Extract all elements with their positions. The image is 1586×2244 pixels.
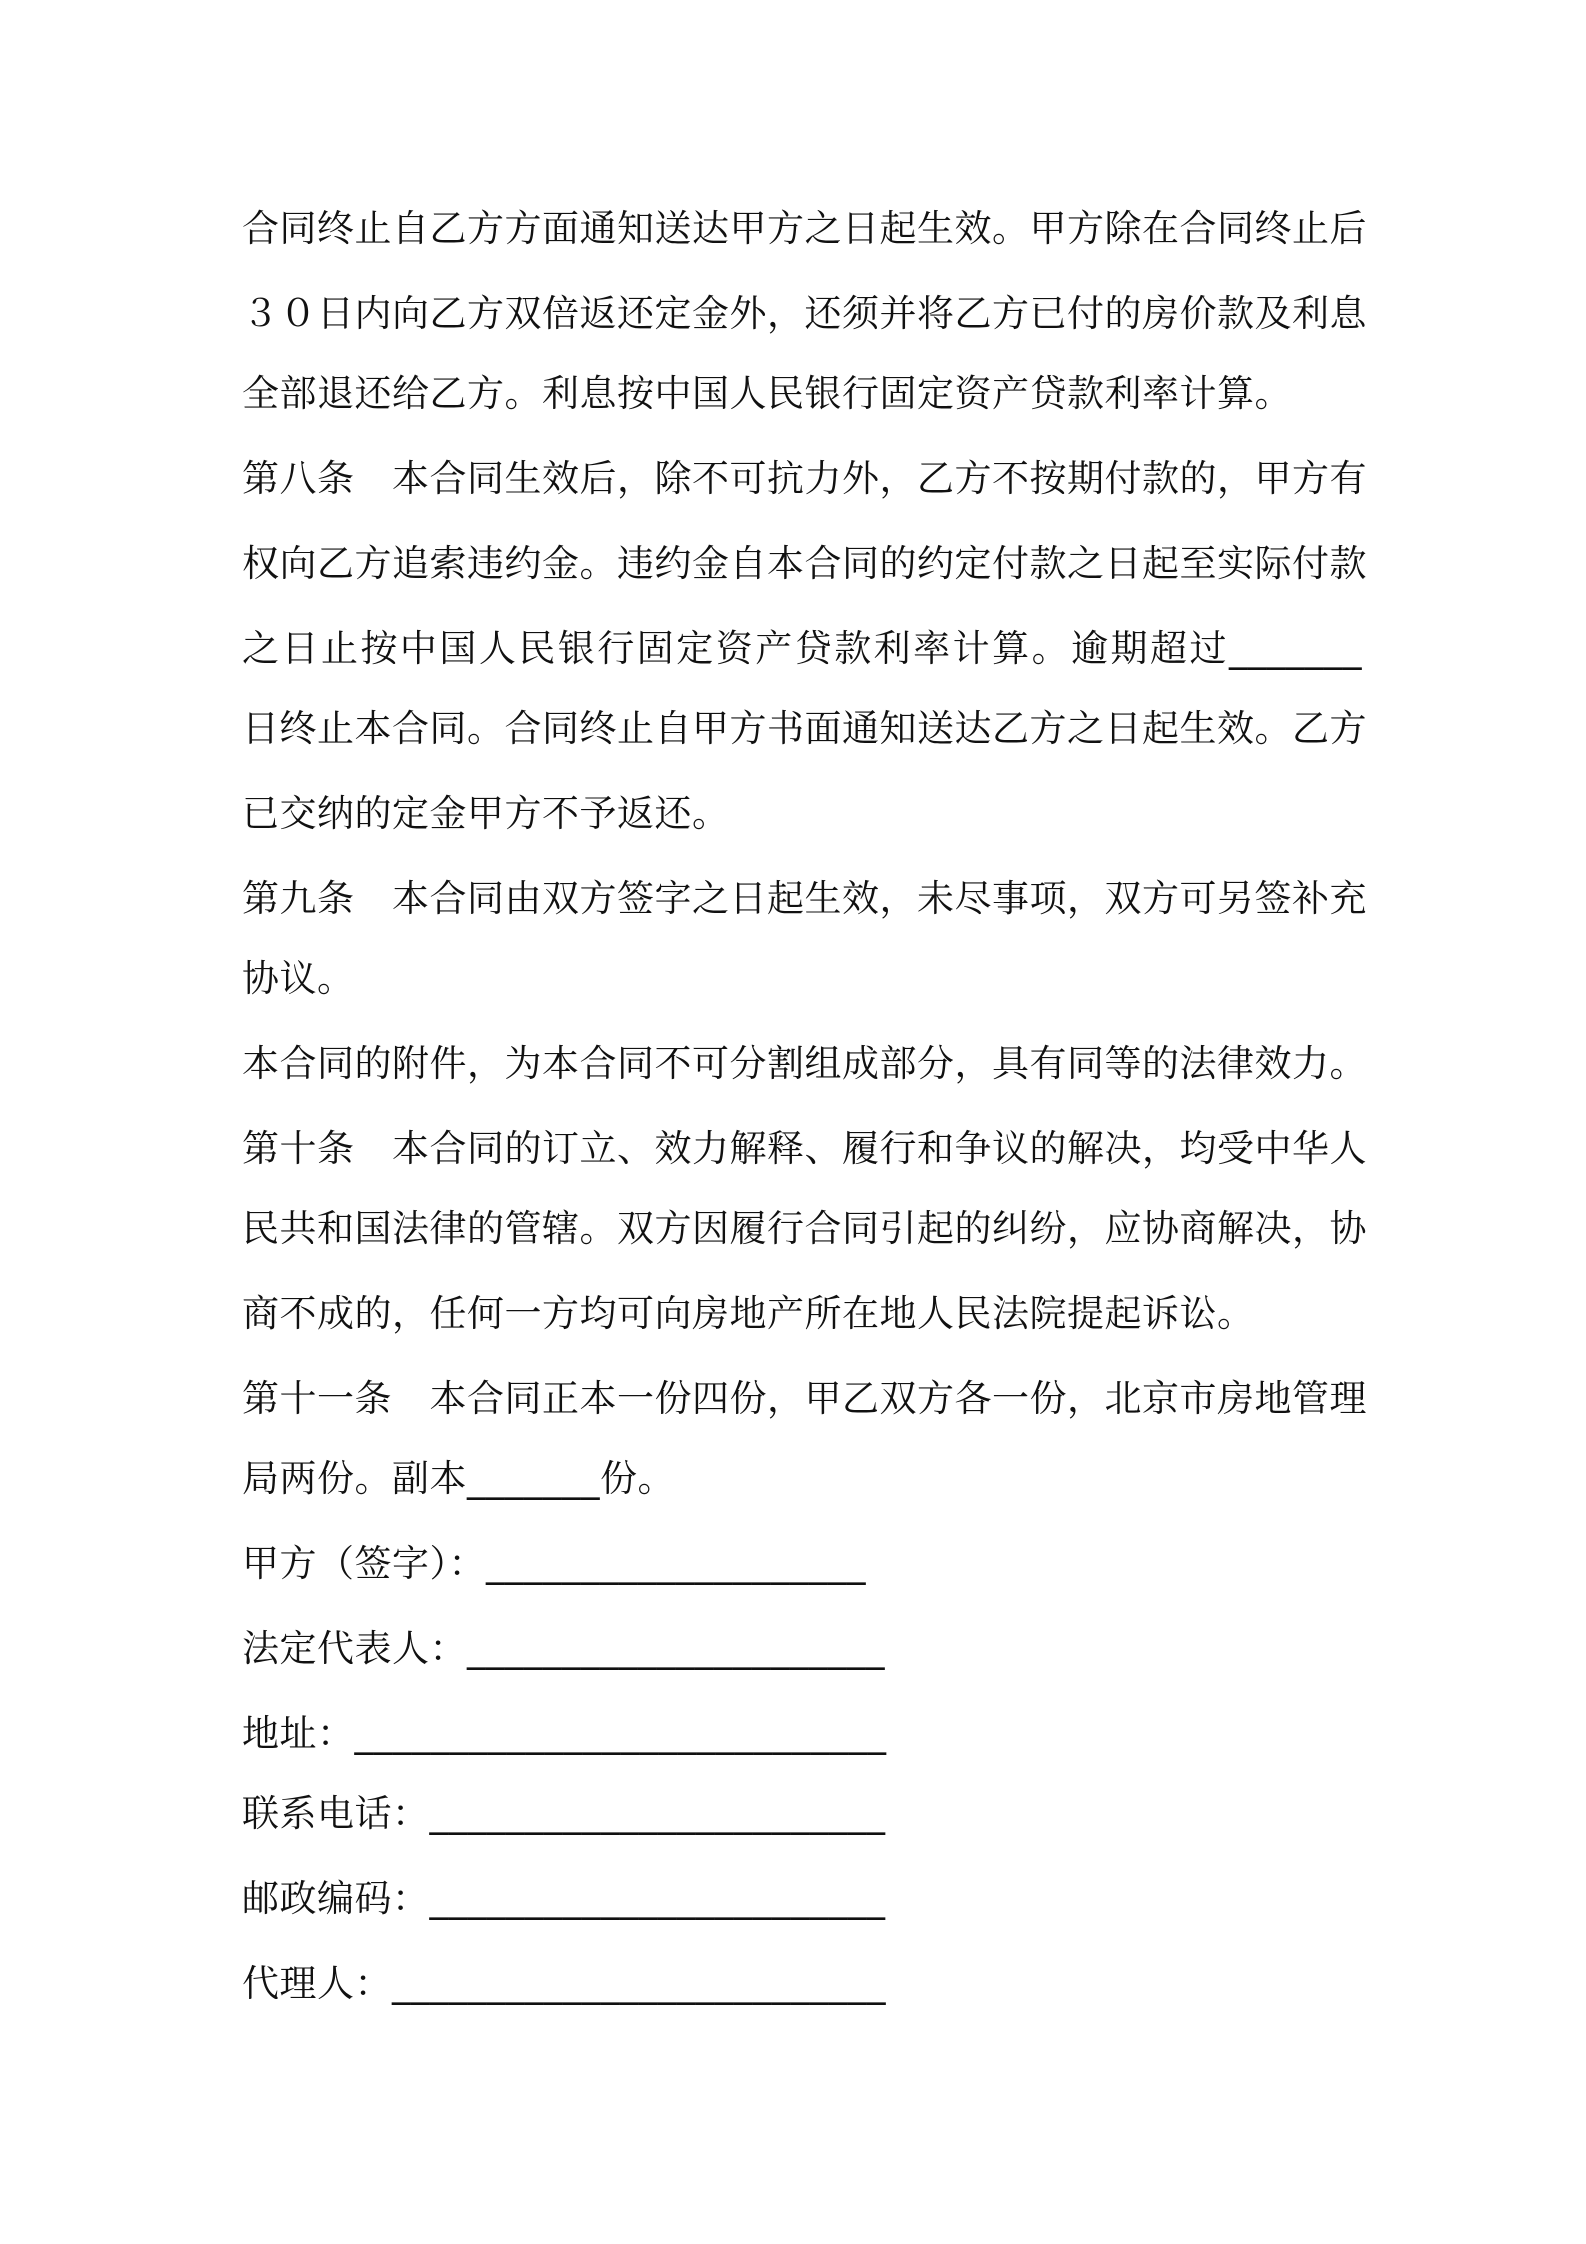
article-11-heading-line: 第十一条 本合同正本一份四份，甲乙双方各一份，北京市房地管理 xyxy=(242,1377,1367,1420)
text-line: 权向乙方追索违约金。违约金自本合同的约定付款之日起至实际付款 xyxy=(242,542,1367,585)
signature-blank: ______________________ xyxy=(467,1627,885,1670)
text-line: 日终止本合同。合同终止自甲方书面通知送达乙方之日起生效。乙方 xyxy=(242,707,1367,750)
field-label: 邮政编码： xyxy=(242,1877,430,1920)
signature-blank: ____________________________ xyxy=(354,1712,887,1755)
field-label: 代理人： xyxy=(242,1962,392,2005)
signature-field-party-a xyxy=(242,1540,1362,1588)
signature-field-address xyxy=(242,1710,1362,1758)
field-label: 地址： xyxy=(242,1712,355,1755)
text-line: ３０日内向乙方双倍返还定金外，还须并将乙方已付的房价款及利息 xyxy=(242,292,1367,335)
signature-blank: ________________________ xyxy=(429,1792,886,1835)
signature-field-agent xyxy=(242,1960,1362,2008)
field-label: 联系电话： xyxy=(242,1792,430,1835)
signature-blank: ____________________ xyxy=(486,1542,866,1585)
text-line: 协议。 xyxy=(242,957,355,1000)
field-label: 甲方（签字）： xyxy=(242,1542,486,1585)
text-line: 商不成的，任何一方均可向房地产所在地人民法院提起诉讼。 xyxy=(242,1292,1255,1335)
signature-field-postcode xyxy=(242,1875,1362,1923)
text-line: 全部退还给乙方。利息按中国人民银行固定资产贷款利率计算。 xyxy=(242,372,1292,415)
text-line: 民共和国法律的管辖。双方因履行合同引起的纠纷，应协商解决，协 xyxy=(242,1207,1367,1250)
signature-blank: ________________________ xyxy=(429,1877,886,1920)
article-10-heading-line: 第十条 本合同的订立、效力解释、履行和争议的解决，均受中华人 xyxy=(242,1127,1367,1170)
text-line: 之日止按中国人民银行固定资产贷款利率计算。逾期超过_______ xyxy=(242,627,1362,670)
text-line: 已交纳的定金甲方不予返还。 xyxy=(242,792,730,835)
signature-blank: __________________________ xyxy=(392,1962,886,2005)
text-line: 本合同的附件，为本合同不可分割组成部分，具有同等的法律效力。 xyxy=(242,1042,1367,1085)
article-9-heading-line: 第九条 本合同由双方签字之日起生效，未尽事项，双方可另签补充 xyxy=(242,877,1367,920)
signature-field-legal-rep xyxy=(242,1625,1362,1673)
signature-field-phone xyxy=(242,1790,1362,1838)
text-line: 合同终止自乙方方面通知送达甲方之日起生效。甲方除在合同终止后 xyxy=(242,207,1367,250)
text-line: 局两份。副本_______份。 xyxy=(242,1457,675,1500)
article-8-heading-line: 第八条 本合同生效后，除不可抗力外，乙方不按期付款的，甲方有 xyxy=(242,457,1367,500)
field-label: 法定代表人： xyxy=(242,1627,467,1670)
